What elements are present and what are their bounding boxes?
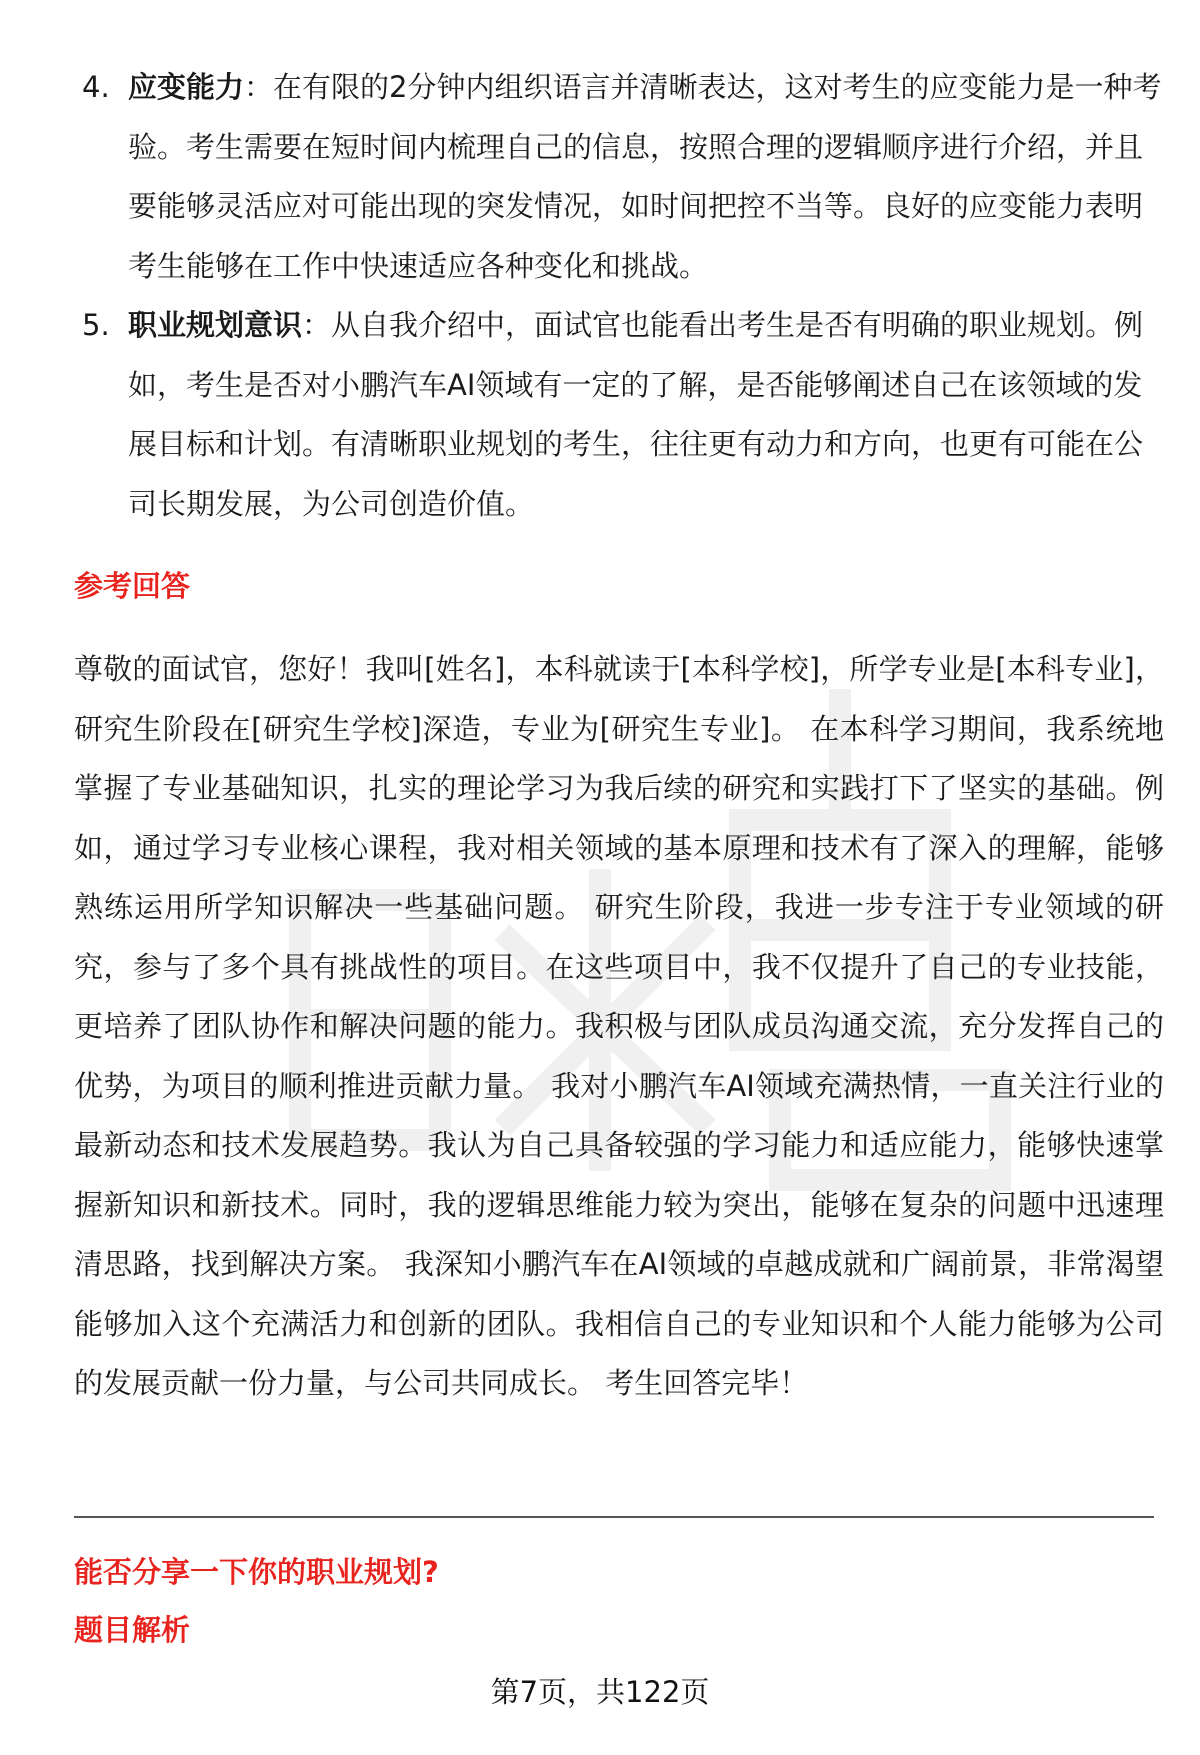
list-item bbox=[74, 296, 1164, 534]
page-footer: 第7页，共122页 bbox=[490, 1675, 710, 1709]
reference-answer-heading: 参考回答 bbox=[74, 569, 191, 603]
section-divider bbox=[74, 1516, 1154, 1518]
list-item-number: 4. bbox=[82, 70, 110, 104]
criteria-list bbox=[74, 58, 1164, 534]
list-item-number: 5. bbox=[82, 308, 110, 342]
list-item-term: 职业规划意识 bbox=[128, 308, 303, 342]
analysis-heading: 题目解析 bbox=[74, 1613, 191, 1647]
next-question-heading: 能否分享一下你的职业规划? bbox=[74, 1555, 439, 1589]
list-item-text: ：在有限的2分钟内组织语言并清晰表达，这对考生的应变能力是一种考验。考生需要在短时间内梳理自己的信息，按照合理的逻辑顺序进行介绍，并且要能够灵活应对可能出现的突发情况，如时间把控不当等。良好的应变能力表明考生能够在工作中快速适应各种变化和挑战。 bbox=[128, 70, 1162, 283]
list-item-term: 应变能力 bbox=[128, 70, 245, 104]
list-item-text: ：从自我介绍中，面试官也能看出考生是否有明确的职业规划。例如，考生是否对小鹏汽车AI领域有一定的了解，是否能够阐述自己在该领域的发展目标和计划。有清晰职业规划的考生，往往更有动力和方向，也更有可能在公司长期发展，为公司创造价值。 bbox=[128, 308, 1144, 521]
list-item bbox=[74, 58, 1164, 296]
reference-answer-text: 尊敬的面试官，您好！我叫[姓名]，本科就读于[本科学校]，所学专业是[本科专业]，研究生阶段在[研究生学校]深造，专业为[研究生专业]。 在本科学习期间，我系统地掌握了专业基础知识，扎实的理论学习为我后续的研究和实践打下了坚实的基础。例如，通过学习专业核心课程，我对相关领域的基本原理和技术有了深入的理解，能够熟练运用所学知识解决一些基础问题。 研究生阶段，我进一步专注于专业领域的研究，参与了多个具有挑战性的项目。在这些项目中，我不仅提升了自己的专业技能，更培养了团队协作和解决问题的能力。我积极与团队成员沟通交流，充分发挥自己的优势，为项目的顺利推进贡献力量。 我对小鹏汽车AI领域充满热情，一直关注行业的最新动态和技术发展趋势。我认为自己具备较强的学习能力和适应能力，能够快速掌握新知识和新技术。同时，我的逻辑思维能力较为突出，能够在复杂的问题中迅速理清思路，找到解决方案。 我深知小鹏汽车在AI领域的卓越成就和广阔前景，非常渴望能够加入这个充满活力和创新的团队。我相信自己的专业知识和个人能力能够为公司的发展贡献一份力量，与公司共同成长。 考生回答完毕！ bbox=[74, 652, 1164, 1400]
